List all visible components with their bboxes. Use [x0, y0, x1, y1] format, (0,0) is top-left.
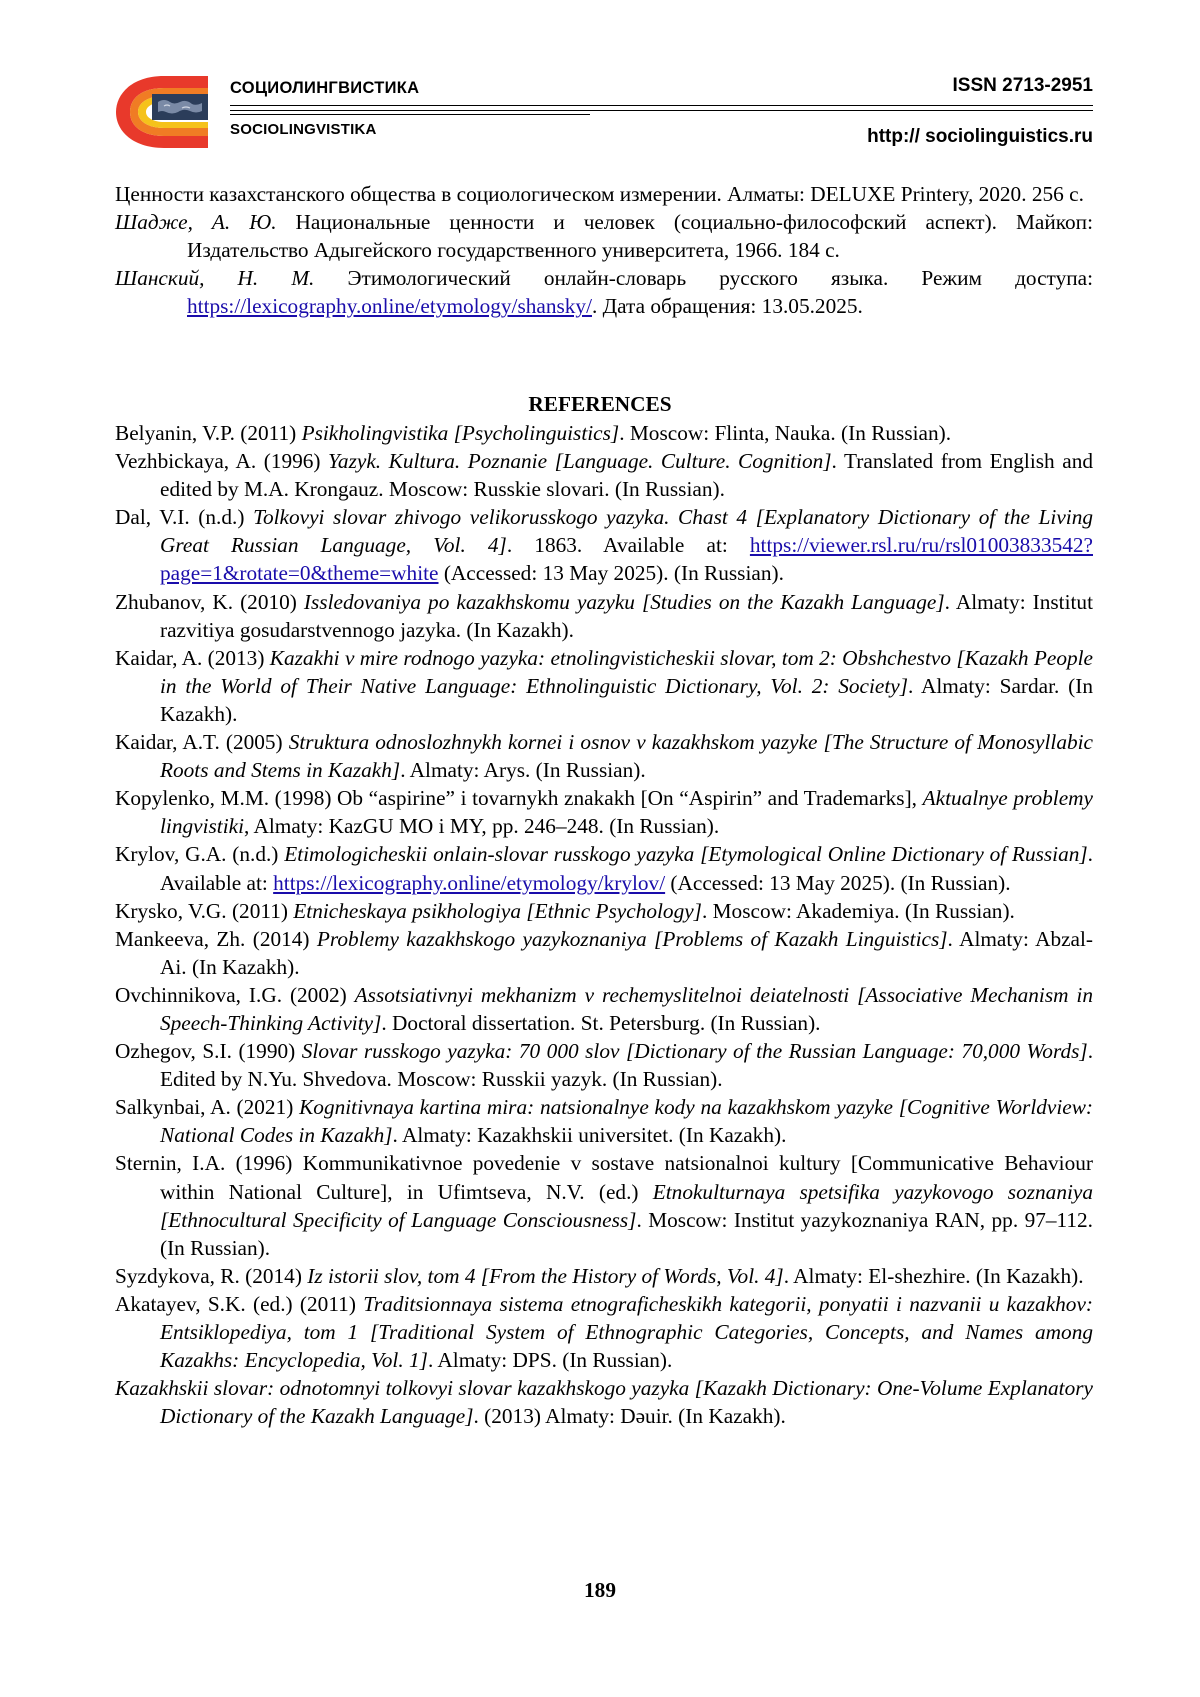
reference-entry — [115, 588, 1093, 644]
header-rule — [230, 110, 1093, 111]
entry-text: . Almaty: Institut razvitiya gosudarstvennogo jazyka. (In Kazakh). — [160, 589, 1093, 642]
entry-text: Vezhbickaya, A. (1996) — [115, 449, 329, 474]
reference-entry — [115, 1037, 1093, 1093]
entry-text: (Accessed: 13 May 2025). (In Russian). — [438, 561, 784, 586]
entry-author: Шанский, Н. М. — [115, 266, 315, 291]
entry-text: Krylov, G.A. (n.d.) — [115, 842, 285, 867]
reference-entry — [115, 840, 1093, 896]
entry-title: Yazyk. Kultura. Poznanie [Language. Culture. Cognition] — [328, 449, 832, 474]
reference-entry — [115, 644, 1093, 728]
entry-link[interactable]: https://lexicography.online/etymology/shansky/ — [187, 294, 592, 319]
entry-title: Kognitivnaya kartina mira: natsionalnye kody na kazakhskom yazyke [Cognitive Worldview: National Codes in Kazakh] — [160, 1095, 1093, 1148]
entry-text: Kaidar, A.T. (2005) — [115, 730, 289, 755]
entry-title: Issledovaniya po kazakhskomu yazyku [Studies on the Kazakh Language] — [303, 589, 945, 614]
entry-text: Belyanin, V.P. (2011) — [115, 421, 302, 445]
page-number: 189 — [584, 1578, 616, 1602]
reference-entry — [115, 1290, 1093, 1374]
entry-text: . Almaty: El-shezhire. (In Kazakh). — [783, 1263, 1084, 1288]
entry-text: . Almaty: Abzal-Ai. (In Kazakh). — [160, 926, 1094, 979]
entry-text: Krysko, V.G. (2011) — [115, 898, 294, 923]
entry-title: Etnokulturnaya spetsifika yazykovogo soznaniya [Ethnocultural Specificity of Language Consciousness] — [160, 1179, 1093, 1232]
reference-entry — [115, 728, 1093, 784]
entry-text: . Edited by N.Yu. Shvedova. Moscow: Russkii yazyk. (In Russian). — [160, 1039, 1094, 1092]
reference-entry — [115, 1374, 1093, 1430]
entry-text: . (2013) Almaty: Dəuir. (In Kazakh). — [473, 1404, 786, 1429]
website[interactable]: http:// sociolinguistics.ru — [867, 126, 1093, 147]
entry-title: Kazakhskii slovar: odnotomnyi tolkovyi slovar kazakhskogo yazyka [Kazakh Dictionary: One-Volume Explanatory Dictionary of the Kazakh Language] — [115, 1376, 1093, 1429]
entry-text: Akatayev, S.K. (ed.) (2011) — [115, 1291, 364, 1316]
entry-text: . Дата обращения: 13.05.2025. — [591, 294, 863, 319]
entry-author: Шадже, А. Ю. — [115, 210, 277, 235]
entry-text: . Available at: — [160, 842, 1093, 895]
reference-entry — [115, 1262, 1093, 1290]
bib-entry — [115, 208, 1093, 264]
header-rule — [230, 105, 1093, 106]
entry-text: Kaidar, A. (2013) — [115, 645, 270, 670]
reference-entry — [115, 447, 1093, 503]
entry-text: . Moscow: Institut yazykoznaniya RAN, pp. 97–112. (In Russian). — [160, 1207, 1093, 1260]
entry-title: Slovar russkogo yazyka: 70 000 slov [Dictionary of the Russian Language: 70,000 Words] — [301, 1039, 1088, 1064]
entry-text: (Accessed: 13 May 2025). (In Russian). — [665, 870, 1011, 895]
entry-text: Ovchinnikova, I.G. (2002) — [115, 982, 355, 1007]
entry-text: Zhubanov, K. (2010) — [115, 589, 304, 614]
entry-text: Sternin, I.A. (1996) Kommunikativnoe povedenie v sostave natsionalnoi kultury [Communicative Behaviour within National Culture], in Ufimtseva, N.V. (ed.) — [115, 1151, 1093, 1204]
journal-title-ru: СОЦИОЛИНГВИСТИКА — [230, 79, 420, 97]
entry-title: Iz istorii slov, tom 4 [From the History of Words, Vol. 4] — [307, 1263, 784, 1288]
bib-entry — [115, 180, 1093, 208]
entry-text: . 1863. Available at: — [506, 533, 750, 558]
entry-link[interactable]: https://lexicography.online/etymology/krylov/ — [273, 870, 666, 895]
entry-title: Traditsionnaya sistema etnograficheskikh kategorii, ponyatii i nazvanii u kazakhov: Entsiklopediya, tom 1 [Traditional System of Ethnographic Categories, Concepts, and Names among Kazakhs: Encyclopedia, Vol. 1] — [160, 1291, 1093, 1373]
entry-title: Tolkovyi slovar zhivogo velikorusskogo yazyka. Chast 4 [Explanatory Dictionary of the Living Great Russian Language, Vol. 4] — [160, 505, 1093, 558]
bib-entry — [115, 264, 1093, 320]
entry-text: . Almaty: Sardar. (In Kazakh). — [160, 673, 1094, 726]
entry-title: Etimologicheskii onlain-slovar russkogo yazyka [Etymological Online Dictionary of Russian] — [284, 842, 1088, 867]
entry-text: Dal, V.I. (n.d.) — [115, 505, 254, 530]
entry-text: . Moscow: Akademiya. (In Russian). — [701, 898, 1015, 923]
entry-title: Struktura odnoslozhnykh kornei i osnov v kazakhskom yazyke [The Structure of Monosyllabic Roots and Stems in Kazakh] — [160, 730, 1094, 783]
entry-text: Mankeeva, Zh. (2014) — [115, 926, 317, 951]
entry-text: . Almaty: Arys. (In Russian). — [400, 758, 646, 783]
entry-text: Salkynbai, A. (2021) — [115, 1095, 300, 1120]
entry-title: Problemy kazakhskogo yazykoznaniya [Problems of Kazakh Linguistics] — [316, 926, 948, 951]
entry-text: . Translated from English and edited by M.A. Krongauz. Moscow: Russkie slovari. (In Russian). — [160, 449, 1093, 502]
entry-text: Syzdykova, R. (2014) — [115, 1263, 308, 1288]
reference-entry — [115, 419, 1093, 447]
entry-text: Ценности казахстанского общества в социологическом измерении. Алматы: DELUXE Printery, 2020. 256 с. — [115, 182, 1084, 206]
reference-entry — [115, 925, 1093, 981]
entry-text: . Almaty: DPS. (In Russian). — [427, 1348, 673, 1373]
bibliography-continued — [115, 180, 1093, 320]
entry-text: , Almaty: KazGU MO i MY, pp. 246–248. (In Russian). — [244, 814, 720, 839]
references-list — [115, 419, 1093, 1430]
entry-title: Kazakhi v mire rodnogo yazyka: etnolingvisticheskii slovar, tom 2: Obshchestvo [Kazakh People in the World of Their Native Language: Ethnolinguistic Dictionary, Vol. 2: Society] — [160, 645, 1093, 698]
journal-logo — [112, 72, 214, 150]
entry-text: Этимологический онлайн-словарь русского языка. Режим доступа: — [314, 266, 1093, 291]
entry-title: Etnicheskaya psikhologiya [Ethnic Psychology] — [293, 898, 702, 923]
reference-entry — [115, 503, 1093, 587]
header-rule — [230, 114, 590, 115]
reference-entry — [115, 1093, 1093, 1149]
reference-entry — [115, 981, 1093, 1037]
entry-title: Assotsiativnyi mekhanizm v rechemyslitelnoi deiatelnosti [Associative Mechanism in Speech-Thinking Activity] — [160, 982, 1093, 1035]
references-heading: REFERENCES — [528, 392, 672, 416]
entry-text: Ozhegov, S.I. (1990) — [115, 1039, 302, 1064]
entry-link[interactable]: https://viewer.rsl.ru/ru/rsl01003833542?page=1&rotate=0&theme=white — [160, 533, 1093, 586]
entry-text: . Almaty: Kazakhskii universitet. (In Kazakh). — [392, 1123, 787, 1148]
issn: ISSN 2713-2951 — [952, 75, 1093, 96]
entry-text: Национальные ценности и человек (социально-философский аспект). Майкоп: Издательство Адыгейского государственного университета, 1966. 184 с. — [187, 210, 1093, 263]
reference-entry — [115, 784, 1093, 840]
reference-entry — [115, 897, 1093, 925]
reference-entry — [115, 1149, 1093, 1261]
entry-text: Kopylenko, M.M. (1998) Ob “aspirine” i tovarnykh znakakh [On “Aspirin” and Trademarks], — [115, 786, 923, 811]
entry-text: . Moscow: Flinta, Nauka. (In Russian). — [619, 421, 952, 445]
entry-text: . Doctoral dissertation. St. Petersburg. (In Russian). — [381, 1010, 821, 1035]
entry-title: Psikholingvistika [Psycholinguistics] — [301, 421, 620, 445]
entry-title: Aktualnye problemy lingvistiki — [160, 786, 1093, 839]
journal-title-en: SOCIOLINGVISTIKA — [230, 121, 377, 138]
